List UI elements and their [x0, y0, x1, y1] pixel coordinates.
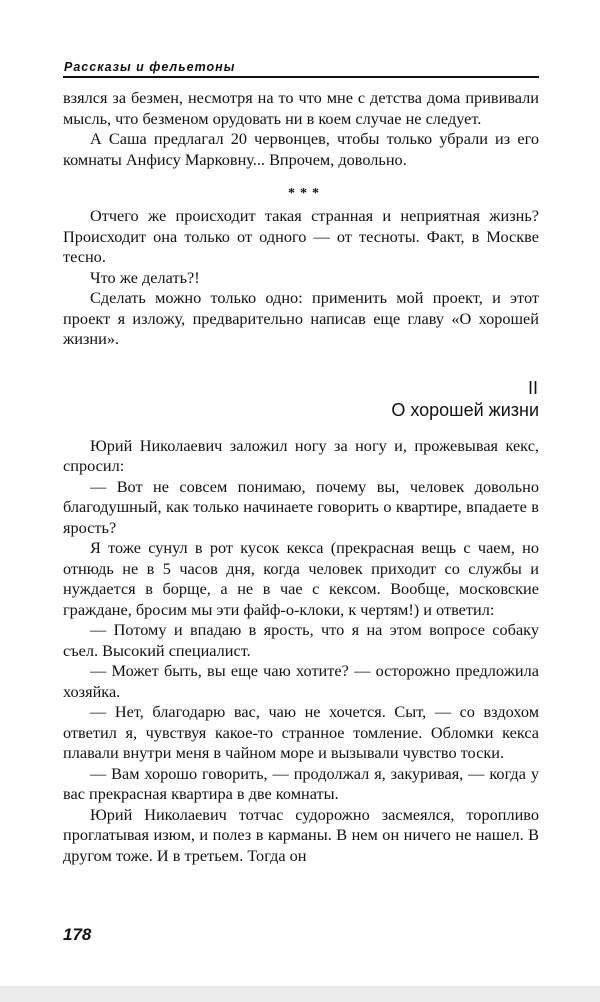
- paragraph-5: Сделать можно только одно: применить мой проект, и этот проект я изложу, предварительно написав еще главу «О хорошей жизни».: [63, 288, 539, 348]
- paragraph-3: Отчего же происходит такая странная и неприятная жизнь? Происходит она только от одного — от тесноты. Факт, в Москве тесно.: [63, 206, 539, 266]
- paragraph-12: — Вам хорошо говорить, — продолжал я, закуривая, — когда у вас прекрасная квартира в две комнаты.: [63, 763, 539, 803]
- page-text: [63, 88, 539, 866]
- paragraph-4: Что же делать?!: [90, 267, 200, 287]
- paragraph-6: Юрий Николаевич заложил ногу за ногу и, прожевывая кекс, спросил:: [63, 435, 539, 475]
- paragraph-2: А Саша предлагал 20 червонцев, чтобы только убрали из его комнаты Анфису Марковну... Впрочем, довольно.: [63, 129, 539, 169]
- paragraph-13: Юрий Николаевич тотчас судорожно засмеялся, торопливо проглатывая изюм, и полез в карманы. В нем он ничего не нашел. В другом тоже. И в третьем. Тогда он: [63, 804, 539, 865]
- chapter-number: II: [527, 377, 538, 398]
- paragraph-1: взялся за безмен, несмотря на то что мне с детства дома прививали мысль, что безменом орудовать ни в коем случае не следует.: [63, 88, 539, 128]
- paragraph-8: Я тоже сунул в рот кусок кекса (прекрасная вещь с чаем, но отнюдь не в 5 часов дня, когда человек приходит со службы и нуждается в борще, а не в чае с кексом. Вообще, московские граждане, бросим мы эти файф-о-клоки, к чертям!) и ответил:: [63, 538, 539, 619]
- section-separator: ***: [288, 186, 324, 201]
- page-number: 178: [63, 925, 92, 944]
- paragraph-11: — Нет, благодарю вас, чаю не хочется. Сыт, — со вздохом ответил я, чувствуя какое-то странное томление. Обломки кекса плавали внутри меня в чайном море и вызывали чувство тоски.: [63, 702, 539, 762]
- running-head: Рассказы и фельетоны: [64, 60, 236, 74]
- paragraph-10: — Может быть, вы еще чаю хотите? — осторожно предложила хозяйка.: [63, 661, 539, 701]
- bottom-scan-band: [0, 986, 600, 1002]
- paragraph-7: — Вот не совсем понимаю, почему вы, человек довольно благодушный, как только начинаете говорить о квартире, впадаете в ярость?: [63, 476, 539, 537]
- header-rule: [63, 76, 539, 78]
- chapter-title: О хорошей жизни: [391, 399, 539, 420]
- paragraph-9: — Потому и впадаю в ярость, что я на этом вопросе собаку съел. Высокий специалист.: [63, 620, 539, 660]
